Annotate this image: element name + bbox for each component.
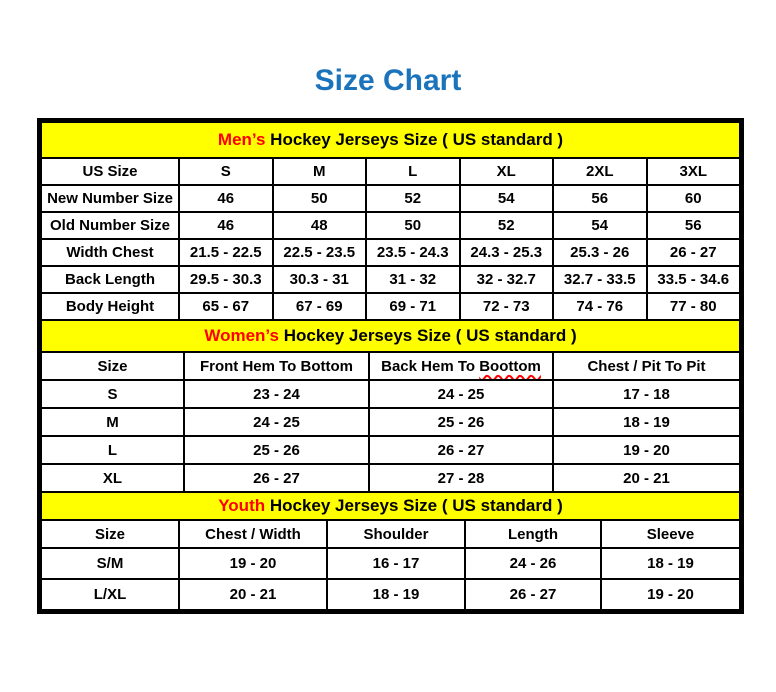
table-cell: 29.5 - 30.3 [179, 266, 273, 293]
table-cell: 46 [179, 185, 273, 212]
mens-band-highlight: Men’s [217, 130, 266, 149]
youth-size-table [40, 491, 741, 611]
column-header: 2XL [553, 158, 647, 185]
column-header: Size [41, 352, 184, 380]
column-header: L [366, 158, 460, 185]
table-cell: 26 - 27 [184, 464, 369, 492]
column-header: US Size [41, 158, 179, 185]
mens-header-row [41, 158, 740, 185]
row-label: XL [41, 464, 184, 492]
table-row [41, 464, 740, 492]
column-header: S [179, 158, 273, 185]
table-cell: 52 [460, 212, 554, 239]
misspelled-word: Boottom [479, 357, 541, 375]
womens-size-table [40, 319, 741, 493]
table-cell: 67 - 69 [273, 293, 367, 320]
size-chart [37, 118, 744, 614]
table-cell: 50 [366, 212, 460, 239]
table-cell: 24 - 25 [369, 380, 553, 408]
table-cell: 24.3 - 25.3 [460, 239, 554, 266]
table-cell: 30.3 - 31 [273, 266, 367, 293]
table-cell: 21.5 - 22.5 [179, 239, 273, 266]
table-cell: 17 - 18 [553, 380, 740, 408]
table-cell: 24 - 25 [184, 408, 369, 436]
column-header: Length [465, 520, 601, 548]
table-cell: 25 - 26 [369, 408, 553, 436]
table-cell: 25 - 26 [184, 436, 369, 464]
table-row [41, 293, 740, 320]
table-cell: 19 - 20 [553, 436, 740, 464]
youth-section-band [41, 492, 740, 520]
table-cell: 20 - 21 [553, 464, 740, 492]
column-header: Front Hem To Bottom [184, 352, 369, 380]
table-cell: 69 - 71 [366, 293, 460, 320]
table-cell: 26 - 27 [369, 436, 553, 464]
table-row [41, 266, 740, 293]
table-cell: 26 - 27 [647, 239, 741, 266]
table-cell: 22.5 - 23.5 [273, 239, 367, 266]
table-row [41, 239, 740, 266]
page-title: Size Chart [314, 64, 462, 97]
table-row [41, 380, 740, 408]
column-header-text: Back Hem To [381, 357, 480, 375]
column-header: 3XL [647, 158, 741, 185]
table-cell: 56 [553, 185, 647, 212]
column-header: Shoulder [327, 520, 465, 548]
youth-band-highlight: Youth [218, 496, 266, 515]
column-header [369, 352, 553, 380]
womens-section-band [41, 320, 740, 352]
row-label: S/M [41, 548, 179, 579]
table-cell: 23.5 - 24.3 [366, 239, 460, 266]
table-cell: 31 - 32 [366, 266, 460, 293]
row-label: Old Number Size [41, 212, 179, 239]
table-cell: 77 - 80 [647, 293, 741, 320]
youth-header-row [41, 520, 740, 548]
table-cell: 60 [647, 185, 741, 212]
table-cell: 19 - 20 [179, 548, 327, 579]
column-header: Chest / Width [179, 520, 327, 548]
table-cell: 65 - 67 [179, 293, 273, 320]
table-cell: 33.5 - 34.6 [647, 266, 741, 293]
youth-band-title [41, 492, 740, 520]
table-cell: 27 - 28 [369, 464, 553, 492]
womens-band-highlight: Women’s [204, 326, 279, 345]
womens-band-title [41, 320, 740, 352]
table-cell: 26 - 27 [465, 579, 601, 610]
table-cell: 18 - 19 [327, 579, 465, 610]
row-label: Back Length [41, 266, 179, 293]
row-label: New Number Size [41, 185, 179, 212]
table-row [41, 185, 740, 212]
table-cell: 23 - 24 [184, 380, 369, 408]
womens-header-row [41, 352, 740, 380]
table-cell: 32 - 32.7 [460, 266, 554, 293]
youth-band-rest: Hockey Jerseys Size ( US standard ) [265, 496, 563, 515]
table-row [41, 436, 740, 464]
table-cell: 48 [273, 212, 367, 239]
table-cell: 24 - 26 [465, 548, 601, 579]
column-header: Chest / Pit To Pit [553, 352, 740, 380]
column-header: M [273, 158, 367, 185]
table-cell: 20 - 21 [179, 579, 327, 610]
table-cell: 18 - 19 [601, 548, 740, 579]
table-cell: 72 - 73 [460, 293, 554, 320]
column-header: XL [460, 158, 554, 185]
mens-section-band [41, 122, 740, 158]
mens-band-rest: Hockey Jerseys Size ( US standard ) [265, 130, 564, 149]
table-cell: 16 - 17 [327, 548, 465, 579]
table-cell: 54 [553, 212, 647, 239]
table-cell: 25.3 - 26 [553, 239, 647, 266]
table-cell: 19 - 20 [601, 579, 740, 610]
row-label: L/XL [41, 579, 179, 610]
table-cell: 50 [273, 185, 367, 212]
table-cell: 56 [647, 212, 741, 239]
column-header: Sleeve [601, 520, 740, 548]
table-cell: 18 - 19 [553, 408, 740, 436]
table-row [41, 548, 740, 579]
table-cell: 32.7 - 33.5 [553, 266, 647, 293]
row-label: Body Height [41, 293, 179, 320]
table-row [41, 579, 740, 610]
table-cell: 54 [460, 185, 554, 212]
row-label: S [41, 380, 184, 408]
column-header: Size [41, 520, 179, 548]
mens-band-title [41, 122, 740, 158]
table-cell: 46 [179, 212, 273, 239]
table-row [41, 408, 740, 436]
row-label: L [41, 436, 184, 464]
table-cell: 52 [366, 185, 460, 212]
mens-size-table [40, 121, 741, 321]
table-cell: 74 - 76 [553, 293, 647, 320]
table-row [41, 212, 740, 239]
womens-band-rest: Hockey Jerseys Size ( US standard ) [278, 326, 577, 345]
row-label: Width Chest [41, 239, 179, 266]
row-label: M [41, 408, 184, 436]
